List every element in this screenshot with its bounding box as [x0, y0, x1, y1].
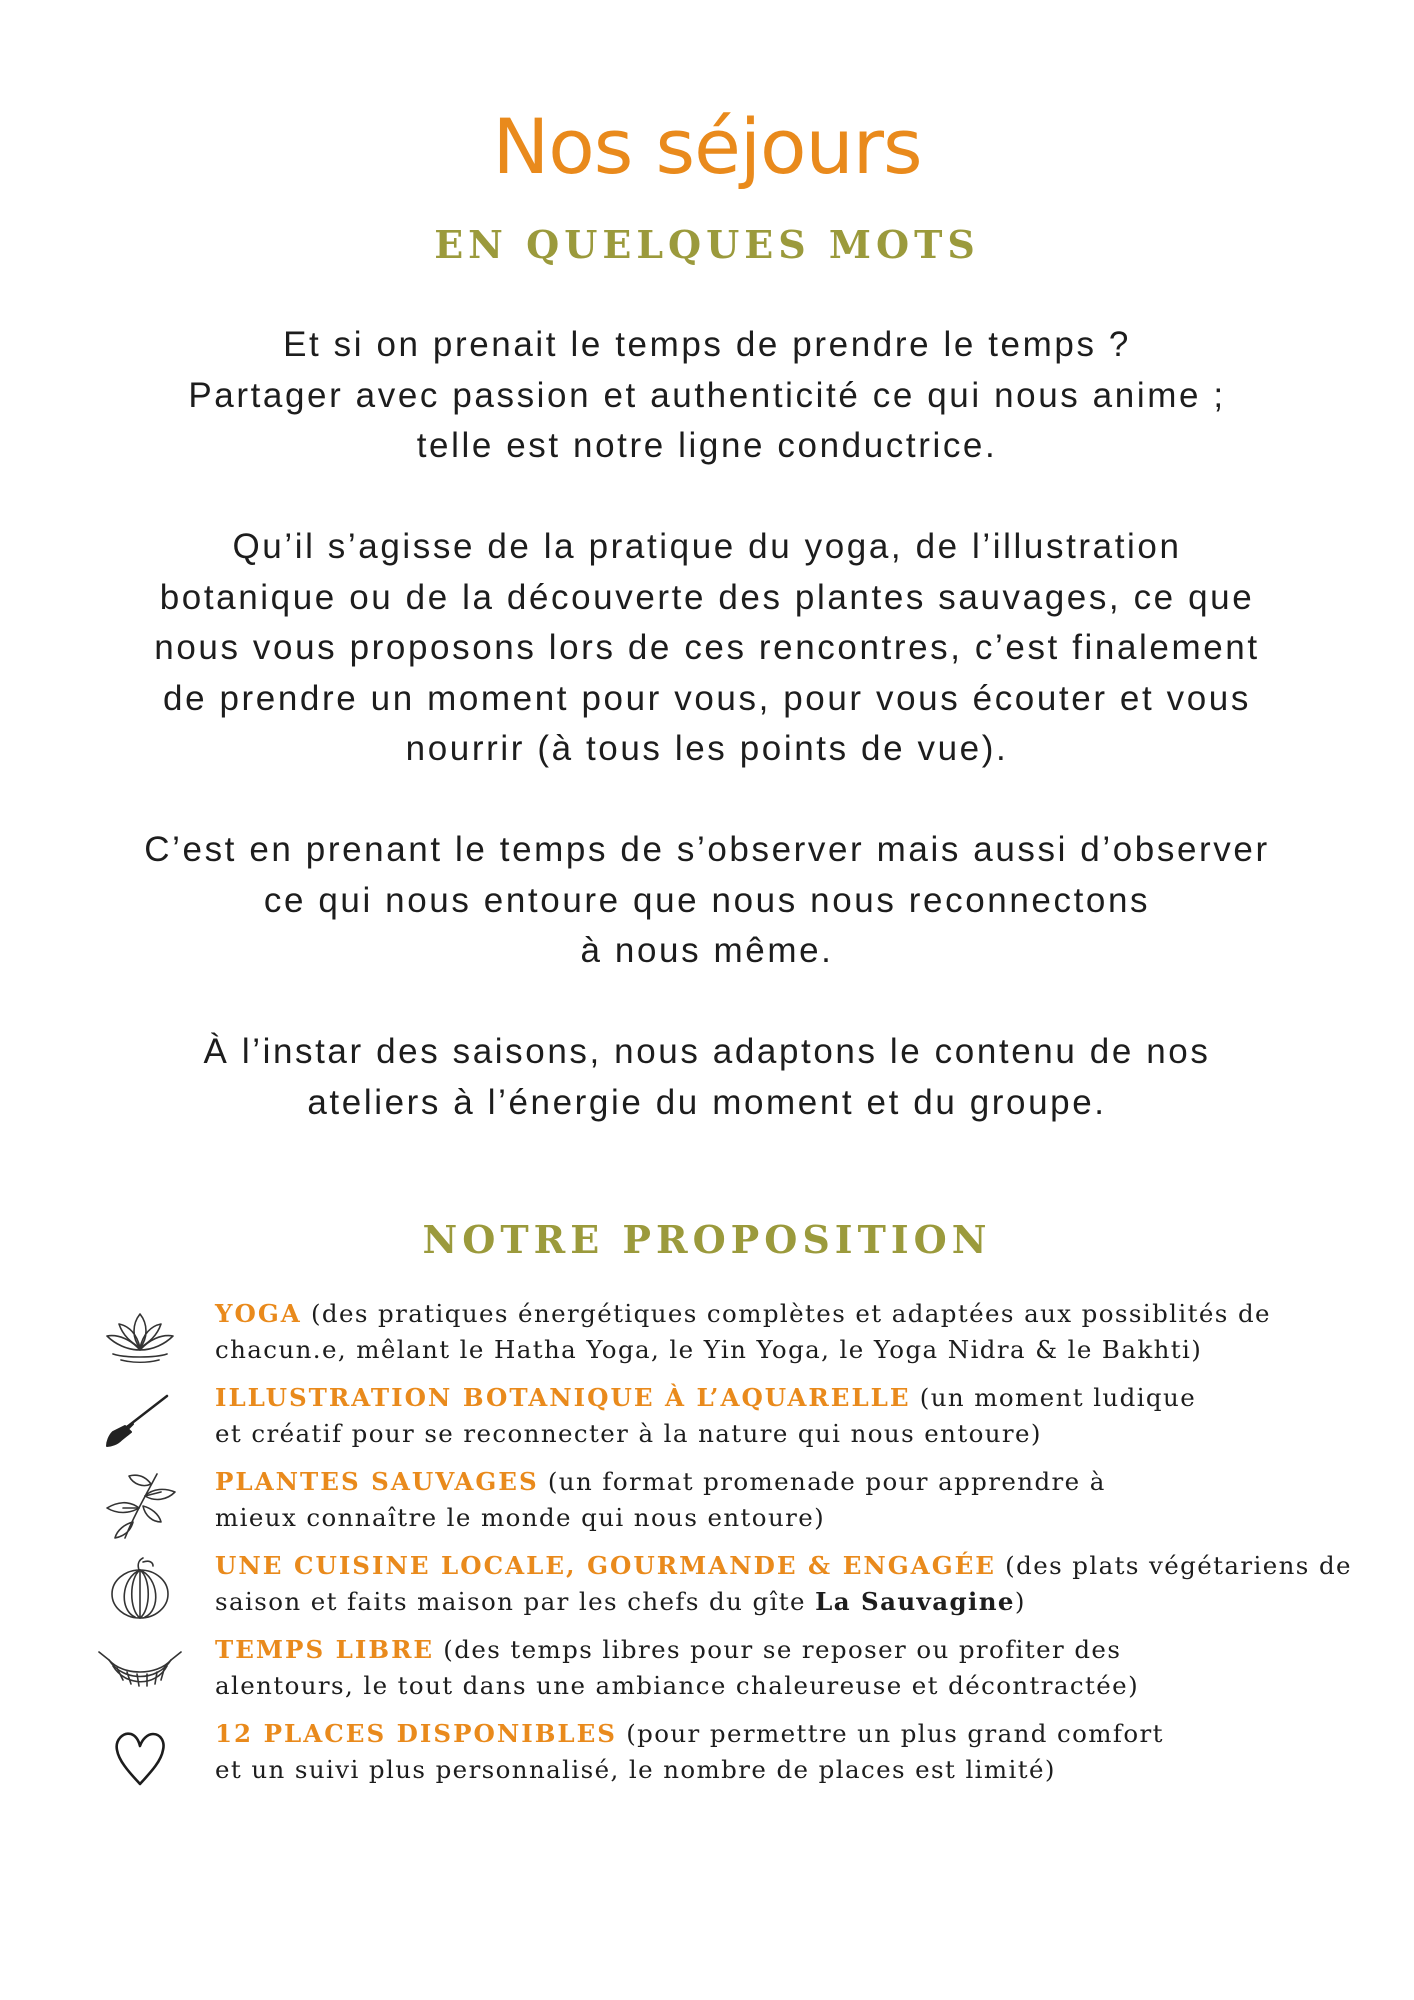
feature-item-places [95, 1716, 1335, 1796]
feature-text [215, 1380, 1335, 1452]
intro-paragraph: C’est en prenant le temps de s’observer mais aussi d’observer ce qui nous entoure que nous nous reconnectons à nous même. [144, 830, 1270, 970]
lotus-icon [95, 1298, 185, 1374]
feature-description: et créatif pour se reconnecter à la nature qui nous entoure) [215, 1419, 1042, 1448]
intro-paragraph: Et si on prenait le temps de prendre le temps ? Partager avec passion et authenticité ce qui nous anime ; telle est notre ligne conductrice. [188, 325, 1226, 465]
feature-keyword: ILLUSTRATION BOTANIQUE À L’AQUARELLE [215, 1383, 911, 1412]
feature-item-illustration [95, 1380, 1335, 1460]
feature-item-yoga [95, 1296, 1335, 1376]
feature-text [215, 1716, 1335, 1788]
feature-description: (un moment ludique [910, 1383, 1197, 1412]
feature-keyword: YOGA [215, 1299, 302, 1328]
section-heading-en-quelques-mots: EN QUELQUES MOTS [434, 222, 980, 267]
intro-paragraph: Qu’il s’agisse de la pratique du yoga, de l’illustration botanique ou de la découverte des plantes sauvages, ce que nous vous proposons lors de ces rencontres, c’est finalement de prendre un moment pour vous, pour vous écouter et vous nourrir (à tous les points de vue). [154, 527, 1260, 768]
heart-icon [95, 1718, 185, 1794]
feature-description: ) [1014, 1587, 1026, 1616]
feature-keyword: TEMPS LIBRE [215, 1635, 435, 1664]
feature-item-cuisine [95, 1548, 1352, 1628]
feature-item-plantes-sauvages [95, 1464, 1335, 1544]
hammock-icon [95, 1634, 185, 1710]
plant-icon [95, 1466, 185, 1542]
feature-description: (pour permettre un plus grand comfort [617, 1719, 1164, 1748]
feature-text [215, 1296, 1335, 1368]
feature-keyword: 12 PLACES DISPONIBLES [215, 1719, 617, 1748]
page-title: Nos séjours [492, 102, 922, 191]
feature-text [215, 1548, 1352, 1620]
gite-name: La Sauvagine [815, 1587, 1015, 1616]
section-heading-notre-proposition: NOTRE PROPOSITION [422, 1217, 992, 1262]
feature-keyword: UNE CUISINE LOCALE, GOURMANDE & ENGAGÉE [215, 1551, 996, 1580]
feature-description: chacun.e, mêlant le Hatha Yoga, le Yin Yoga, le Yoga Nidra & le Bakhti) [215, 1335, 1203, 1364]
feature-description: et un suivi plus personnalisé, le nombre de places est limité) [215, 1755, 1056, 1784]
paintbrush-icon [95, 1382, 185, 1458]
feature-description: (des temps libres pour se reposer ou profiter des [434, 1635, 1122, 1664]
feature-description: alentours, le tout dans une ambiance chaleureuse et décontractée) [215, 1671, 1140, 1700]
feature-text [215, 1464, 1335, 1536]
feature-text [215, 1632, 1335, 1704]
pumpkin-icon [95, 1550, 185, 1626]
feature-description: (des plats végétariens de [995, 1551, 1352, 1580]
feature-description: (des pratiques énergétiques complètes et adaptées aux possiblités de [301, 1299, 1271, 1328]
feature-description: (un format promenade pour apprendre à [538, 1467, 1106, 1496]
feature-description: mieux connaître le monde qui nous entoure) [215, 1503, 826, 1532]
feature-keyword: PLANTES SAUVAGES [215, 1467, 539, 1496]
feature-item-temps-libre [95, 1632, 1335, 1712]
intro-paragraph: À l’instar des saisons, nous adaptons le contenu de nos ateliers à l’énergie du moment et du groupe. [203, 1032, 1211, 1122]
intro-text [80, 320, 1334, 1179]
feature-description: saison et faits maison par les chefs du gîte [215, 1587, 816, 1616]
